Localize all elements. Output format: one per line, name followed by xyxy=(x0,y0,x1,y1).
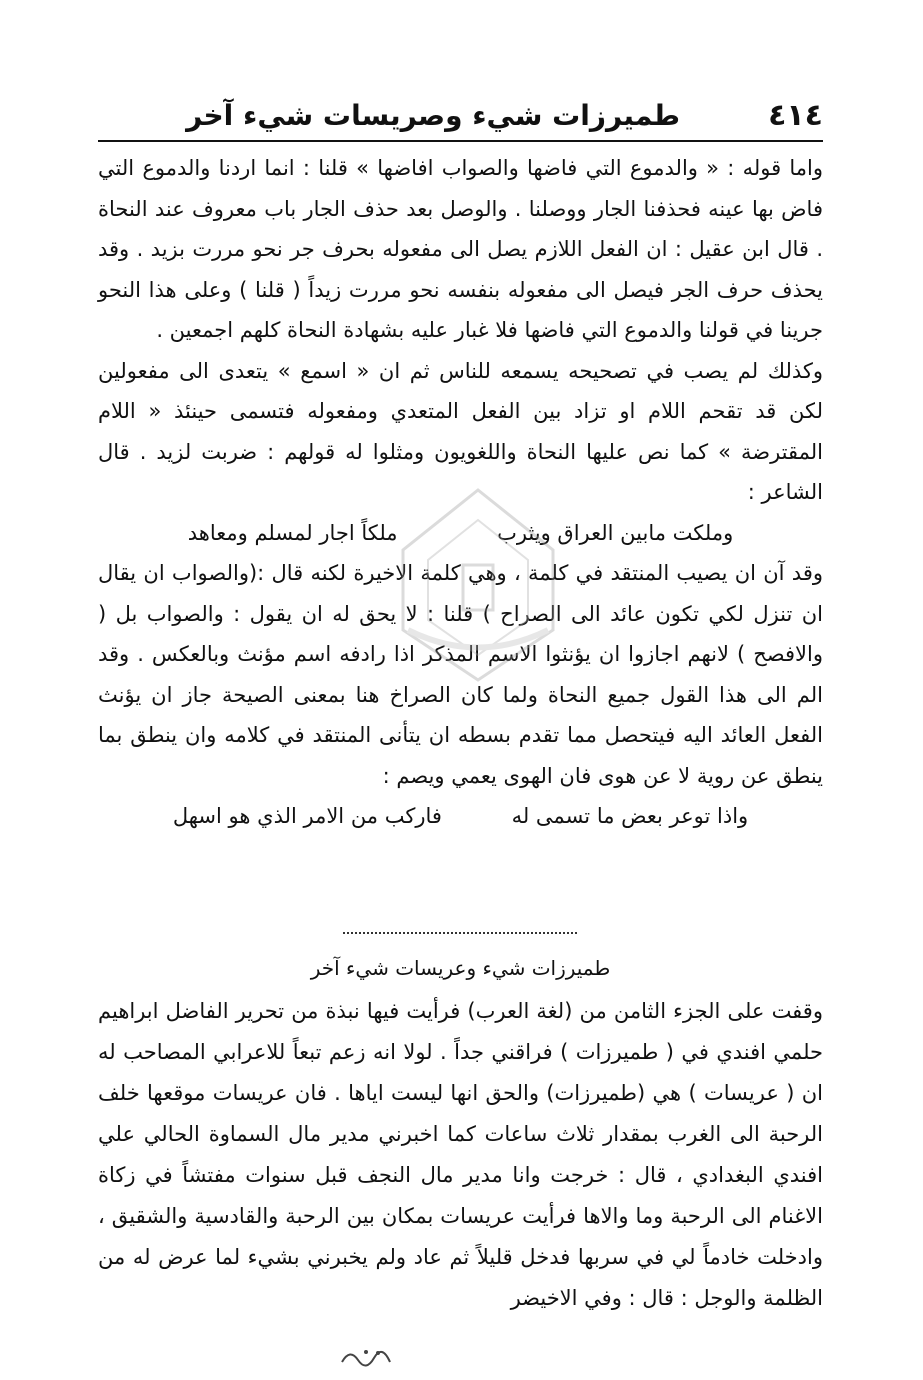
verse-hemistich-2: ملكاً اجار لمسلم ومعاهد xyxy=(187,520,398,545)
paragraph-3: وقد آن ان يصيب المنتقد في كلمة ، وهي كلمة الاخيرة لكنه قال :(والصواب ان يقال ان تنزل لكي تكون عائد الى الصراح ) قلنا : لا يحق له ان يقول : والصواب بل ( والافصح ) لانهم اجازوا ان يؤنثوا الاسم المذكر اذا رادفه اسم مؤنث وبالعكس . وقد الم الى هذا القول جميع النحاة ولما كان الصراخ هنا بمعنى الصيحة جاز ان يؤنث الفعل العائد اليه فيتحصل مما تقدم بسطه ان يتأنى المنتقد في كلامه وان ينطق بما ينطق عن روية لا عن هوى فان الهوى يعمي ويصم : xyxy=(98,561,823,788)
section-paragraph: وقفت على الجزء الثامن من (لغة العرب) فرأيت فيها نبذة من تحرير الفاضل ابراهيم حلمي افندي في ( طميرزات ) فراقني جداً . لولا انه زعم تبعاً للاعرابي المصاحب له ان ( عريسات ) هي (طميرزات) والحق انها ليست اياها . فان عريسات موقعها خلف الرحبة الى الغرب بمقدار ثلاث ساعات كما اخبرني مدير مال السماوة الحالي علي افندي البغدادي ، قال : خرجت وانا مدير مال النجف قبل سنوات مفتشاً في زكاة الاغنام الى الرحبة وما والاها فرأيت عريسات بمكان بين الرحبة والقادسية والشقيق ، وادخلت خادماً لي في سربها فدخل قليلاً ثم عاد ولم يخبرني بشيء لما عرض له من الظلمة والوجل : قال : وفي الاخيضر xyxy=(98,999,823,1310)
closing-verse-1: واذا توعر بعض ما تسمى له xyxy=(511,804,749,828)
page-number: ٤١٤ xyxy=(768,97,823,133)
section-title: طميرزات شيء وعريسات شيء آخر xyxy=(310,956,611,980)
paragraph-2: وكذلك لم يصب في تصحيحه يسمعه للناس ثم ان « اسمع » يتعدى الى مفعولين لكن قد تقحم اللام او تزاد بين الفعل المتعدي ومفعوله فتسمى حينئذ « اللام المقترضة » كما نص عليها النحاة واللغويون ومثلوا له قولهم : ضربت لزيد . قال الشاعر : xyxy=(98,358,823,504)
library-seal-watermark-icon xyxy=(378,480,578,690)
section-separator xyxy=(343,932,577,934)
page-header xyxy=(98,92,823,138)
paragraph-1: واما قوله : « والدموع التي فاضها والصواب افاضها » قلنا : انما اردنا والدموع التي فاض بها عينه فحذفنا الجار ووصلنا . والوصل بعد حذف الجار باب معروف عند النحاة . قال ابن عقيل : ان الفعل اللازم يصل الى مفعوله بحرف جر نحو مررت بزيد . وقد يحذف حرف الجر فيصل الى مفعوله بنفسه نحو مررت زيداً ( قلنا ) وعلى هذا النحو جرينا في قولنا والدموع التي فاضها فلا غبار عليه بشهادة النحاة كلهم اجمعين . xyxy=(98,156,823,342)
verse-hemistich-1: وملكت مابين العراق ويثرب xyxy=(497,520,734,545)
closing-verse-line xyxy=(98,796,823,837)
running-title: طميرزات شيء وصريسات شيء آخر xyxy=(186,98,680,132)
closing-verse-2: فاركب من الامر الذي هو اسهل xyxy=(172,804,442,828)
footer-ornament-icon xyxy=(338,1344,398,1370)
article-section xyxy=(98,948,823,1319)
header-rule xyxy=(98,140,823,142)
